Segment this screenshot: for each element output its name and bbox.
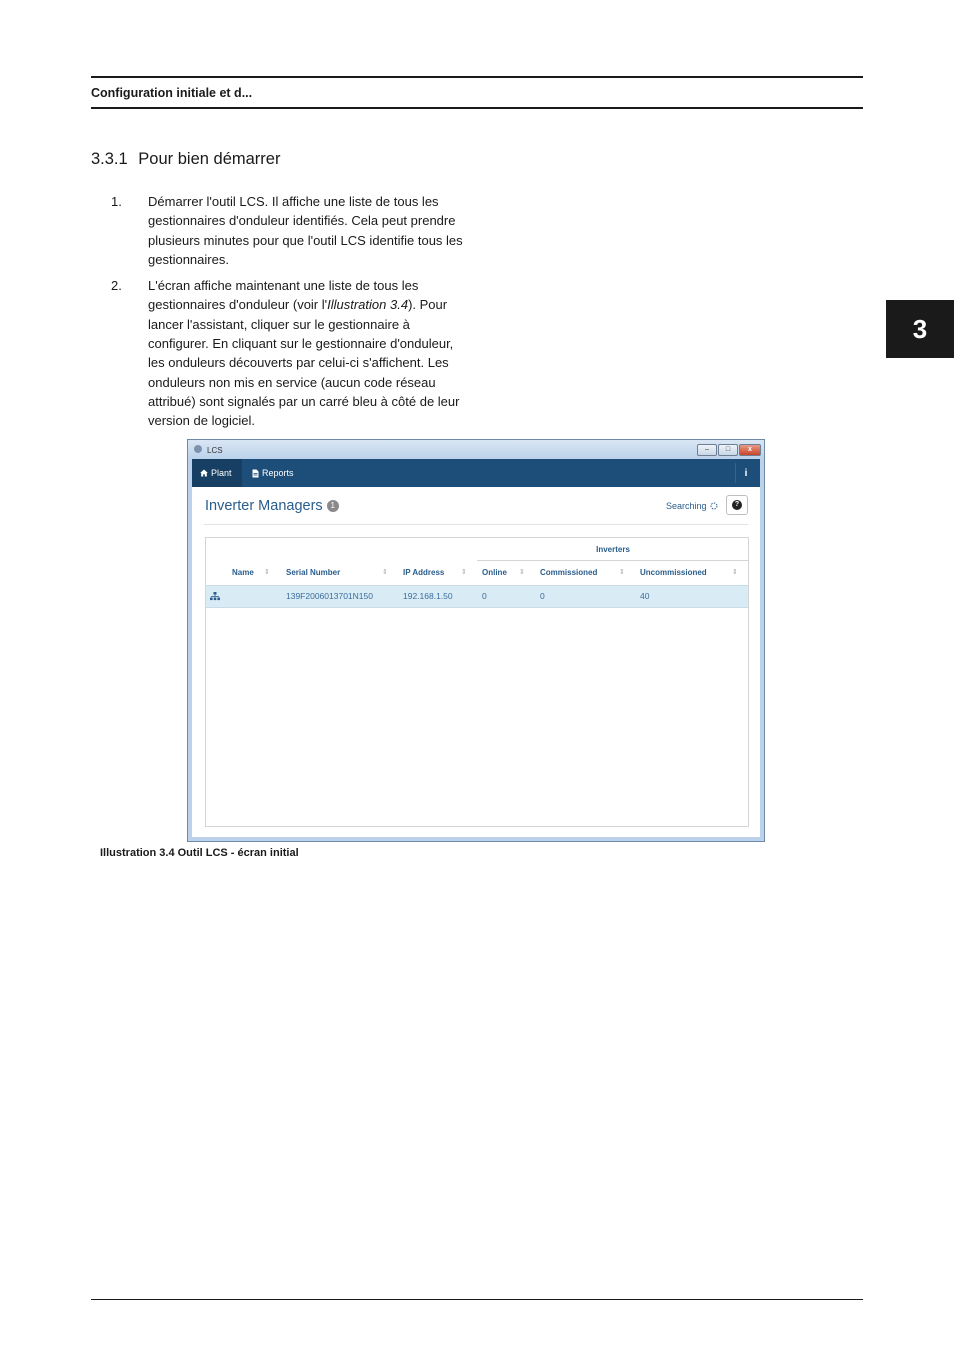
column-uncommissioned[interactable]: Uncommissioned — [640, 568, 707, 577]
sort-icon[interactable]: ⇕ — [732, 569, 738, 576]
lcs-window — [187, 439, 765, 842]
illustration-reference: Illustration 3.4 — [327, 297, 409, 313]
step-text-before: L'écran affiche maintenant une liste de tous les gestionnaires d'onduleur (voir l' — [148, 278, 419, 313]
inverter-managers-table — [205, 537, 749, 827]
count-badge: 1 — [327, 500, 339, 512]
document-icon — [252, 469, 259, 478]
title-divider — [204, 524, 748, 525]
cell-online: 0 — [482, 591, 487, 601]
cell-ip-address: 192.168.1.50 — [403, 591, 453, 601]
tab-reports[interactable] — [244, 459, 302, 487]
home-icon — [200, 469, 208, 477]
navbar — [192, 459, 760, 487]
cell-commissioned: 0 — [540, 591, 545, 601]
figure-caption: Illustration 3.4 Outil LCS - écran initial — [100, 847, 299, 859]
tab-plant[interactable] — [192, 459, 242, 487]
sort-icon[interactable]: ⇕ — [519, 569, 525, 576]
section-heading — [91, 150, 280, 169]
window-titlebar — [188, 440, 764, 459]
steps-list — [91, 192, 471, 438]
window-title: LCS — [207, 446, 223, 455]
help-button[interactable] — [726, 495, 748, 515]
page-title-text: Inverter Managers — [205, 498, 323, 514]
sort-icon[interactable]: ⇕ — [619, 569, 625, 576]
cell-serial-number: 139F2006013701N150 — [286, 591, 373, 601]
header-top-rule — [91, 76, 863, 78]
inverters-group-header: Inverters — [477, 538, 749, 561]
step-text: Démarrer l'outil LCS. Il affiche une liste de tous les gestionnaires d'onduleur identifiés. Cela peut prendre plusieurs minutes pour que l'outil LCS identifie tous les gestionnaires. — [148, 194, 463, 267]
cell-uncommissioned: 40 — [640, 591, 650, 601]
page-title — [205, 498, 339, 514]
column-online[interactable]: Online — [482, 568, 507, 577]
running-header: Configuration initiale et d... — [91, 86, 253, 100]
chapter-tab: 3 — [886, 300, 954, 358]
step-text-after: ). Pour lancer l'assistant, cliquer sur le gestionnaire à configurer. En cliquant sur le gestionnaire d'onduleur, les onduleurs découverts par celui-ci s'affichent. Les onduleurs non mis en service (aucun code réseau attribué) sont signalés par un carré bleu à côté de leur version de logiciel. — [148, 297, 460, 429]
step-number: 2. — [111, 278, 122, 294]
step-number: 1. — [111, 194, 122, 209]
tab-reports-label: Reports — [262, 468, 294, 478]
network-tree-icon — [210, 592, 220, 601]
close-button[interactable]: x — [739, 444, 761, 456]
question-icon: ? — [732, 500, 742, 510]
main-content — [192, 487, 760, 837]
column-name[interactable]: Name — [232, 568, 254, 577]
sort-icon[interactable]: ⇕ — [264, 569, 270, 576]
table-row[interactable] — [206, 585, 748, 608]
app-icon — [194, 445, 202, 453]
column-serial-number[interactable]: Serial Number — [286, 568, 341, 577]
searching-status — [666, 501, 718, 511]
list-item — [91, 276, 471, 430]
tab-plant-label: Plant — [211, 468, 232, 478]
minimize-button[interactable]: – — [697, 444, 717, 456]
sort-icon[interactable]: ⇕ — [382, 569, 388, 576]
info-button[interactable]: i — [735, 463, 756, 483]
maximize-button[interactable]: □ — [718, 444, 738, 456]
column-commissioned[interactable]: Commissioned — [540, 568, 598, 577]
app-body — [192, 459, 760, 837]
section-title: Pour bien démarrer — [138, 150, 281, 168]
header-bottom-rule — [91, 107, 863, 109]
searching-label: Searching — [665, 501, 707, 511]
sort-icon[interactable]: ⇕ — [461, 569, 467, 576]
column-ip-address[interactable]: IP Address — [403, 568, 445, 577]
section-number: 3.3.1 — [91, 150, 128, 168]
footer-rule — [91, 1299, 863, 1300]
window-controls — [697, 444, 761, 456]
list-item — [91, 192, 471, 269]
spinner-icon — [710, 502, 718, 510]
